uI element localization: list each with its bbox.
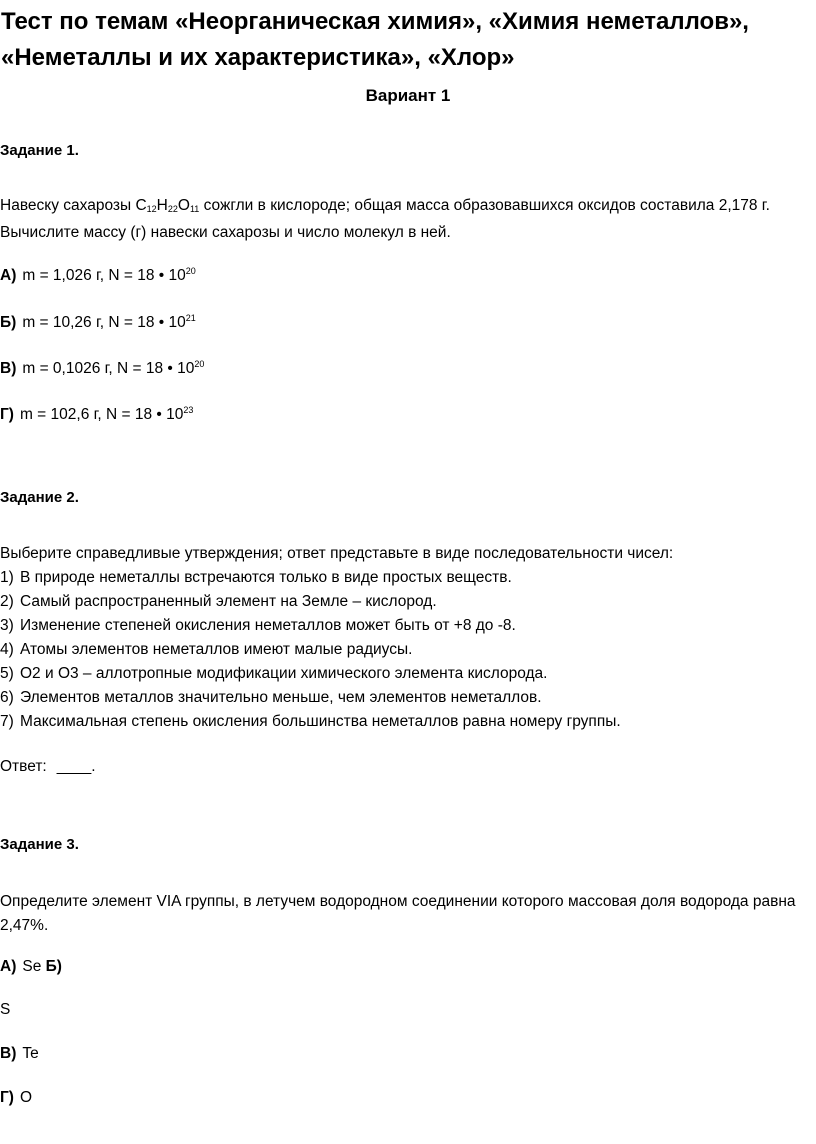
item-text: Максимальная степень окисления большинства неметаллов равна номеру группы. <box>20 713 621 730</box>
task1-option-a <box>0 266 196 285</box>
option-letter: Г) <box>0 1089 14 1106</box>
task3-option-d <box>0 1089 32 1107</box>
option-letter: В) <box>0 1045 17 1062</box>
subscript: 12 <box>146 204 157 214</box>
task3-option-b <box>0 1001 10 1019</box>
item-number: 1) <box>0 569 14 586</box>
task3-question: Определите элемент VIA группы, в летучем водородном соединении которого массовая доля водорода равна 2,47%. <box>0 893 796 934</box>
task1-option-d <box>0 405 193 424</box>
task2-heading: Задание 2. <box>0 489 79 506</box>
item-number: 7) <box>0 713 14 730</box>
task1-question-end: сожгли в кислороде; общая масса образовавшихся оксидов составила 2,178 г. Вычислите массу (г) навески сахарозы и число молекул в ней. <box>0 197 770 241</box>
answer-label: Ответ: <box>0 758 47 775</box>
item-number: 6) <box>0 689 14 706</box>
task1-option-b <box>0 313 196 332</box>
option-letter: Б) <box>45 958 62 975</box>
option-text: m = 102,6 г, N = 18 • 10 <box>19 406 184 423</box>
list-item <box>0 710 621 734</box>
option-exponent: 21 <box>185 313 196 323</box>
option-text: S <box>0 1001 11 1018</box>
task3-option-a <box>0 958 68 976</box>
option-letter: Б) <box>0 314 17 331</box>
subscript: 22 <box>167 204 178 214</box>
option-exponent: 23 <box>183 405 194 415</box>
option-exponent: 20 <box>194 359 205 369</box>
option-exponent: 20 <box>185 266 196 276</box>
list-item <box>0 566 621 590</box>
item-text: Атомы элементов неметаллов имеют малые радиусы. <box>20 641 413 658</box>
task1-question-start: Навеску сахарозы C <box>0 197 147 214</box>
formula-h: H <box>156 197 168 214</box>
list-item <box>0 614 621 638</box>
subscript: 11 <box>189 204 200 214</box>
list-item <box>0 686 621 710</box>
answer-blank: ____. <box>56 758 96 775</box>
item-number: 2) <box>0 593 14 610</box>
option-text: Se <box>22 958 42 975</box>
option-text: Te <box>22 1045 39 1062</box>
option-text: m = 1,026 г, N = 18 • 10 <box>22 267 186 284</box>
item-text: Самый распространенный элемент на Земле – кислород. <box>20 593 437 610</box>
test-title: Тест по темам «Неорганическая химия», «Химия неметаллов», «Неметаллы и их характеристика», «Хлор» <box>1 8 749 71</box>
option-letter: А) <box>0 958 17 975</box>
variant-heading: Вариант 1 <box>365 86 451 105</box>
task1-heading: Задание 1. <box>0 142 79 159</box>
task1-question <box>0 194 810 245</box>
item-text: В природе неметаллы встречаются только в виде простых веществ. <box>20 569 512 586</box>
option-letter: А) <box>0 267 17 284</box>
list-item <box>0 662 621 686</box>
item-number: 5) <box>0 665 14 682</box>
option-letter: Г) <box>0 406 14 423</box>
item-text: O2 и O3 – аллотропные модификации химического элемента кислорода. <box>20 665 548 682</box>
item-text: Изменение степеней окисления неметаллов может быть от +8 до -8. <box>20 617 516 634</box>
option-letter: В) <box>0 360 17 377</box>
task2-answer-line <box>0 758 96 776</box>
item-number: 4) <box>0 641 14 658</box>
option-text: O <box>19 1089 33 1106</box>
task2-statement-list <box>0 566 621 734</box>
option-text: m = 0,1026 г, N = 18 • 10 <box>22 360 195 377</box>
item-text: Элементов металлов значительно меньше, чем элементов неметаллов. <box>20 689 542 706</box>
list-item <box>0 638 621 662</box>
task3-option-c <box>0 1045 39 1063</box>
list-item <box>0 590 621 614</box>
item-number: 3) <box>0 617 14 634</box>
option-text: m = 10,26 г, N = 18 • 10 <box>22 314 186 331</box>
formula-o: O <box>177 197 190 214</box>
task1-option-c <box>0 359 204 378</box>
task3-heading: Задание 3. <box>0 836 79 853</box>
task2-intro: Выберите справедливые утверждения; ответ представьте в виде последовательности чисел: <box>0 545 674 562</box>
